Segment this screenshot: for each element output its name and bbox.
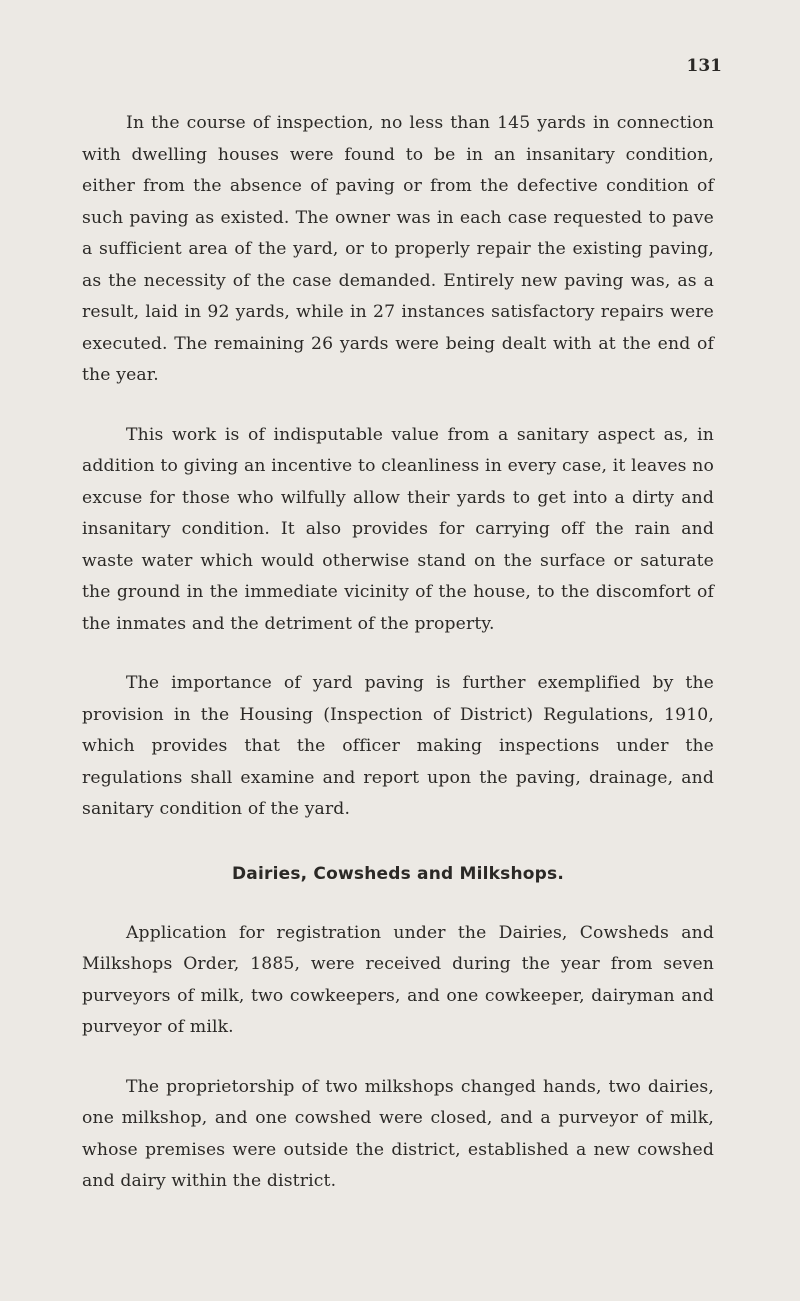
paragraph-housing-regulations: The importance of yard paving is further exemplified by the provision in the Housing (Inspection of District) Regulations, 1910, which provides that the officer making inspections under the regulations shall examine and report upon the paving, drainage, and sanitary condition of the yard. [82, 673, 714, 819]
paragraph-proprietorship: The proprietorship of two milkshops changed hands, two dairies, one milkshop, and one cowshed were closed, and a purveyor of milk, whose premises were outside the district, established a new cowshed and dairy within the district. [82, 1076, 714, 1191]
section-heading: Dairies, Cowsheds and Milkshops. [231, 863, 565, 884]
paragraph-yard-inspection: In the course of inspection, no less than 145 yards in connection with dwelling houses were found to be in an insanitary condition, either from the absence of paving or from the defective condition of such paving as existed. The owner was in each case requested to pave a sufficient area of the yard, or to properly repair the existing paving, as the necessity of the case demanded. Entirely new paving was, as a result, laid in 92 yards, while in 27 instances satisfactory repairs were executed. The remaining 26 yards were being dealt with at the end of the year. [82, 113, 714, 385]
paragraph-registration: Application for registration under the Dairies, Cowsheds and Milkshops Order, 1885, were received during the year from seven purveyors of milk, two cowkeepers, and one cowkeeper, dairyman and purveyor of milk. [82, 922, 714, 1037]
page-number: 131 [686, 56, 722, 76]
body-text [82, 108, 714, 1198]
paragraph-sanitary-value: This work is of indisputable value from a sanitary aspect as, in addition to giving an incentive to cleanliness in every case, it leaves no excuse for those who wilfully allow their yards to get into a dirty and insanitary condition. It also provides for carrying off the rain and waste water which would otherwise stand on the surface or saturate the ground in the immediate vicinity of the house, to the discomfort of the inmates and the detriment of the property. [82, 424, 714, 634]
